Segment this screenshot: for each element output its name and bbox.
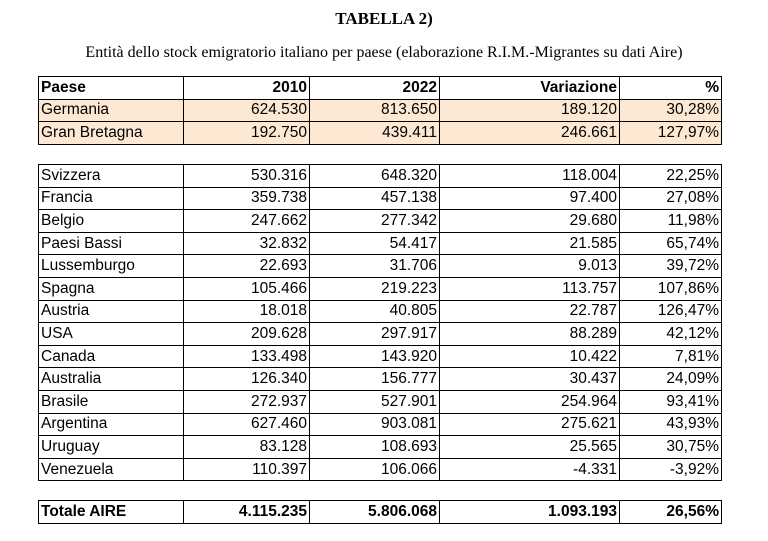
variazione-cell: 113.757 — [440, 277, 620, 300]
country-cell: Paesi Bassi — [39, 232, 184, 255]
table-title: TABELLA 2) — [335, 9, 433, 28]
variazione-cell: 97.400 — [440, 187, 620, 210]
value-2022-cell: 31.706 — [310, 255, 440, 278]
value-2010-cell: 22.693 — [184, 255, 310, 278]
value-2022-cell: 439.411 — [310, 122, 440, 145]
variazione-cell: 10.422 — [440, 345, 620, 368]
table-row — [39, 210, 722, 233]
country-rows — [39, 165, 722, 481]
variazione-cell: 254.964 — [440, 390, 620, 413]
value-2010-cell: 105.466 — [184, 277, 310, 300]
value-2022-cell: 527.901 — [310, 390, 440, 413]
variazione-cell: -4.331 — [440, 458, 620, 481]
country-cell: Argentina — [39, 413, 184, 436]
top-countries-table — [38, 76, 722, 145]
percent-cell: 43,93% — [620, 413, 722, 436]
table-row — [39, 232, 722, 255]
total-2022: 5.806.068 — [310, 501, 440, 524]
value-2022-cell: 40.805 — [310, 300, 440, 323]
table-row — [39, 368, 722, 391]
value-2022-cell: 903.081 — [310, 413, 440, 436]
country-cell: Uruguay — [39, 436, 184, 459]
table-row — [39, 413, 722, 436]
country-cell: Spagna — [39, 277, 184, 300]
table-row — [39, 122, 722, 145]
header-percent: % — [620, 77, 722, 100]
country-cell: Brasile — [39, 390, 184, 413]
percent-cell: 65,74% — [620, 232, 722, 255]
table-subtitle: Entità dello stock emigratorio italiano per paese (elaborazione R.I.M.-Migrantes su dati Aire) — [85, 44, 683, 61]
total-label: Totale AIRE — [39, 501, 184, 524]
percent-cell: 107,86% — [620, 277, 722, 300]
percent-cell: 126,47% — [620, 300, 722, 323]
percent-cell: 30,75% — [620, 436, 722, 459]
value-2010-cell: 32.832 — [184, 232, 310, 255]
table-row — [39, 187, 722, 210]
value-2010-cell: 627.460 — [184, 413, 310, 436]
value-2010-cell: 110.397 — [184, 458, 310, 481]
value-2022-cell: 277.342 — [310, 210, 440, 233]
value-2022-cell: 54.417 — [310, 232, 440, 255]
country-cell: Austria — [39, 300, 184, 323]
value-2022-cell: 219.223 — [310, 277, 440, 300]
percent-cell: 30,28% — [620, 99, 722, 122]
country-cell: Australia — [39, 368, 184, 391]
value-2022-cell: 106.066 — [310, 458, 440, 481]
value-2010-cell: 624.530 — [184, 99, 310, 122]
country-cell: Germania — [39, 99, 184, 122]
table-row — [39, 323, 722, 346]
percent-cell: 11,98% — [620, 210, 722, 233]
value-2010-cell: 209.628 — [184, 323, 310, 346]
total-table — [38, 500, 722, 524]
variazione-cell: 189.120 — [440, 99, 620, 122]
table-row — [39, 277, 722, 300]
value-2010-cell: 272.937 — [184, 390, 310, 413]
header-row — [39, 77, 722, 100]
country-cell: Canada — [39, 345, 184, 368]
countries-table — [38, 164, 722, 481]
table-row — [39, 390, 722, 413]
percent-cell: 42,12% — [620, 323, 722, 346]
country-cell: USA — [39, 323, 184, 346]
value-2010-cell: 83.128 — [184, 436, 310, 459]
percent-cell: -3,92% — [620, 458, 722, 481]
table-row — [39, 99, 722, 122]
variazione-cell: 275.621 — [440, 413, 620, 436]
total-row — [39, 501, 722, 524]
table-row — [39, 255, 722, 278]
country-cell: Belgio — [39, 210, 184, 233]
variazione-cell: 21.585 — [440, 232, 620, 255]
value-2022-cell: 143.920 — [310, 345, 440, 368]
variazione-cell: 22.787 — [440, 300, 620, 323]
table-row — [39, 345, 722, 368]
value-2022-cell: 813.650 — [310, 99, 440, 122]
header-variazione: Variazione — [440, 77, 620, 100]
highlighted-rows — [39, 99, 722, 144]
value-2022-cell: 648.320 — [310, 165, 440, 188]
total-variazione: 1.093.193 — [440, 501, 620, 524]
variazione-cell: 118.004 — [440, 165, 620, 188]
variazione-cell: 246.661 — [440, 122, 620, 145]
percent-cell: 93,41% — [620, 390, 722, 413]
value-2010-cell: 18.018 — [184, 300, 310, 323]
value-2022-cell: 156.777 — [310, 368, 440, 391]
value-2010-cell: 359.738 — [184, 187, 310, 210]
table-row — [39, 165, 722, 188]
value-2010-cell: 192.750 — [184, 122, 310, 145]
country-cell: Francia — [39, 187, 184, 210]
country-cell: Gran Bretagna — [39, 122, 184, 145]
total-percent: 26,56% — [620, 501, 722, 524]
percent-cell: 22,25% — [620, 165, 722, 188]
variazione-cell: 9.013 — [440, 255, 620, 278]
percent-cell: 127,97% — [620, 122, 722, 145]
country-cell: Venezuela — [39, 458, 184, 481]
table-row — [39, 300, 722, 323]
variazione-cell: 30.437 — [440, 368, 620, 391]
value-2010-cell: 247.662 — [184, 210, 310, 233]
country-cell: Lussemburgo — [39, 255, 184, 278]
country-cell: Svizzera — [39, 165, 184, 188]
total-2010: 4.115.235 — [184, 501, 310, 524]
value-2010-cell: 530.316 — [184, 165, 310, 188]
header-2022: 2022 — [310, 77, 440, 100]
table-row — [39, 436, 722, 459]
percent-cell: 27,08% — [620, 187, 722, 210]
variazione-cell: 88.289 — [440, 323, 620, 346]
percent-cell: 7,81% — [620, 345, 722, 368]
value-2022-cell: 297.917 — [310, 323, 440, 346]
variazione-cell: 29.680 — [440, 210, 620, 233]
percent-cell: 39,72% — [620, 255, 722, 278]
value-2010-cell: 126.340 — [184, 368, 310, 391]
variazione-cell: 25.565 — [440, 436, 620, 459]
value-2022-cell: 108.693 — [310, 436, 440, 459]
value-2010-cell: 133.498 — [184, 345, 310, 368]
table-row — [39, 458, 722, 481]
header-2010: 2010 — [184, 77, 310, 100]
percent-cell: 24,09% — [620, 368, 722, 391]
header-paese: Paese — [39, 77, 184, 100]
value-2022-cell: 457.138 — [310, 187, 440, 210]
